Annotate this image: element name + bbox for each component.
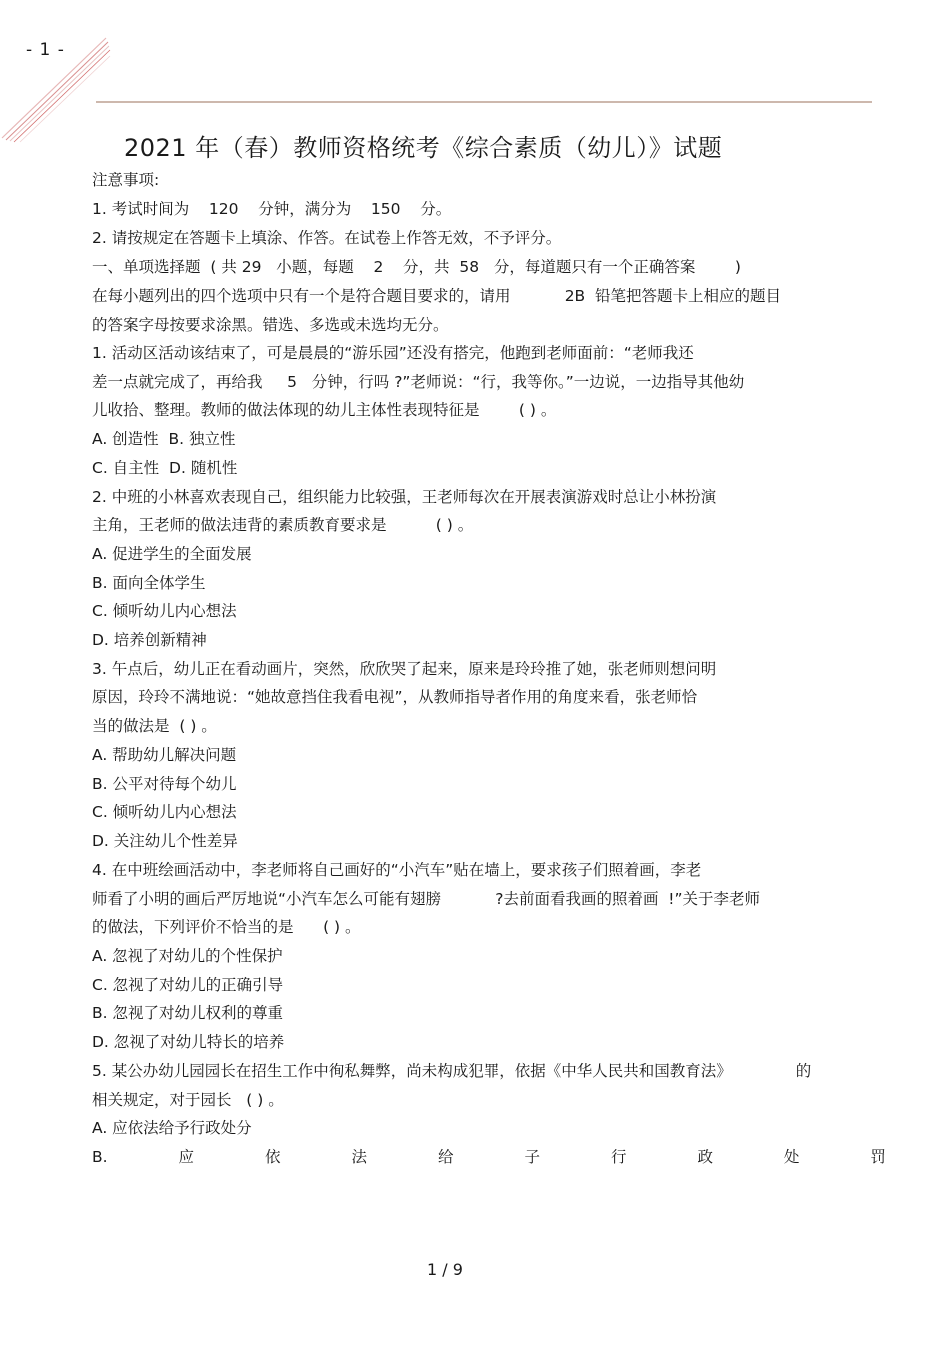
text-line: 2. 中班的小林喜欢表现自己，组织能力比较强，王老师每次在开展表演游戏时总让小林扮演 [92,488,717,506]
text-line: 2. 请按规定在答题卡上填涂、作答。在试卷上作答无效，不予评分。 [92,229,562,247]
text-line: B. 面向全体学生 [92,574,206,592]
text-line: 当的做法是 ( ) 。 [92,717,217,735]
text-line: 儿收拾、整理。教师的做法体现的幼儿主体性表现特征是 ( ) 。 [92,401,557,419]
answer-char: 法 [351,1148,368,1166]
text-line: A. 忽视了对幼儿的个性保护 [92,947,283,965]
text-line: 1. 活动区活动该结束了，可是晨晨的“游乐园”还没有搭完，他跑到老师面前：“老师我还 [92,344,694,362]
answer-char: 罚 [870,1148,886,1166]
answer-char: 处 [783,1148,800,1166]
text-line: D. 忽视了对幼儿特长的培养 [92,1033,285,1051]
text-line: 在每小题列出的四个选项中只有一个是符合题目要求的，请用 2B 铅笔把答题卡上相应的题目 [92,287,782,305]
text-line: 5. 某公办幼儿园园长在招生工作中徇私舞弊，尚未构成犯罪，依据《中华人民共和国教育法》 的 [92,1062,812,1080]
document-title: 2021 年（春）教师资格统考《综合素质（幼儿）》试题 [124,134,723,162]
answer-char: 应 [178,1148,195,1166]
text-line: 差一点就完成了，再给我 5 分钟，行吗 ?”老师说：“行，我等你。”一边说，一边指导其他幼 [92,373,745,391]
text-line: B. 公平对待每个幼儿 [92,775,237,793]
header-divider [96,101,872,103]
text-line: 师看了小明的画后严厉地说“小汽车怎么可能有翅膀 ?去前面看我画的照着画 !”关于李老师 [92,890,761,908]
text-line: 一、单项选择题 ( 共 29 小题，每题 2 分，共 58 分，每道题只有一个正确答案 ) [92,258,741,276]
text-line: A. 应依法给予行政处分 [92,1119,252,1137]
text-line: 相关规定，对于园长 ( ) 。 [92,1091,284,1109]
answer-char: 行 [610,1148,627,1166]
answer-char: 子 [524,1148,540,1166]
text-line: 4. 在中班绘画活动中，李老师将自己画好的“小汽车”贴在墙上，要求孩子们照着画，李老 [92,861,702,879]
text-line: 1. 考试时间为 120 分钟，满分为 150 分。 [92,200,452,218]
text-line: 注意事项: [92,171,160,189]
text-line: D. 关注幼儿个性差异 [92,832,238,850]
text-line: C. 忽视了对幼儿的正确引导 [92,976,284,994]
text-line: C. 倾听幼儿内心想法 [92,803,237,821]
text-line: D. 培养创新精神 [92,631,207,649]
page-counter: 1 / 9 [427,1260,463,1279]
answer-char: 依 [265,1148,281,1166]
answer-char: 政 [697,1148,713,1166]
corner-decoration [0,30,120,150]
justified-answer-line [92,1146,886,1168]
text-line: A. 帮助幼儿解决问题 [92,746,237,764]
text-line: 原因，玲玲不满地说：“她故意挡住我看电视”，从教师指导者作用的角度来看，张老师恰 [92,688,698,706]
text-line: 的答案字母按要求涂黑。错选、多选或未选均无分。 [92,316,449,334]
answer-letter: B. [92,1148,108,1166]
text-line: 3. 午点后，幼儿正在看动画片，突然，欣欣哭了起来，原来是玲玲推了她，张老师则想问明 [92,660,717,678]
page-marker: - 1 - [26,40,65,60]
answer-char: 给 [437,1148,454,1166]
text-line: C. 倾听幼儿内心想法 [92,602,237,620]
text-line: A. 促进学生的全面发展 [92,545,252,563]
text-line: 主角，王老师的做法违背的素质教育要求是 ( ) 。 [92,516,474,534]
text-line: C. 自主性 D. 随机性 [92,459,238,477]
text-line: A. 创造性 B. 独立性 [92,430,236,448]
text-line: B. 忽视了对幼儿权利的尊重 [92,1004,283,1022]
text-line: 的做法，下列评价不恰当的是 ( ) 。 [92,918,361,936]
